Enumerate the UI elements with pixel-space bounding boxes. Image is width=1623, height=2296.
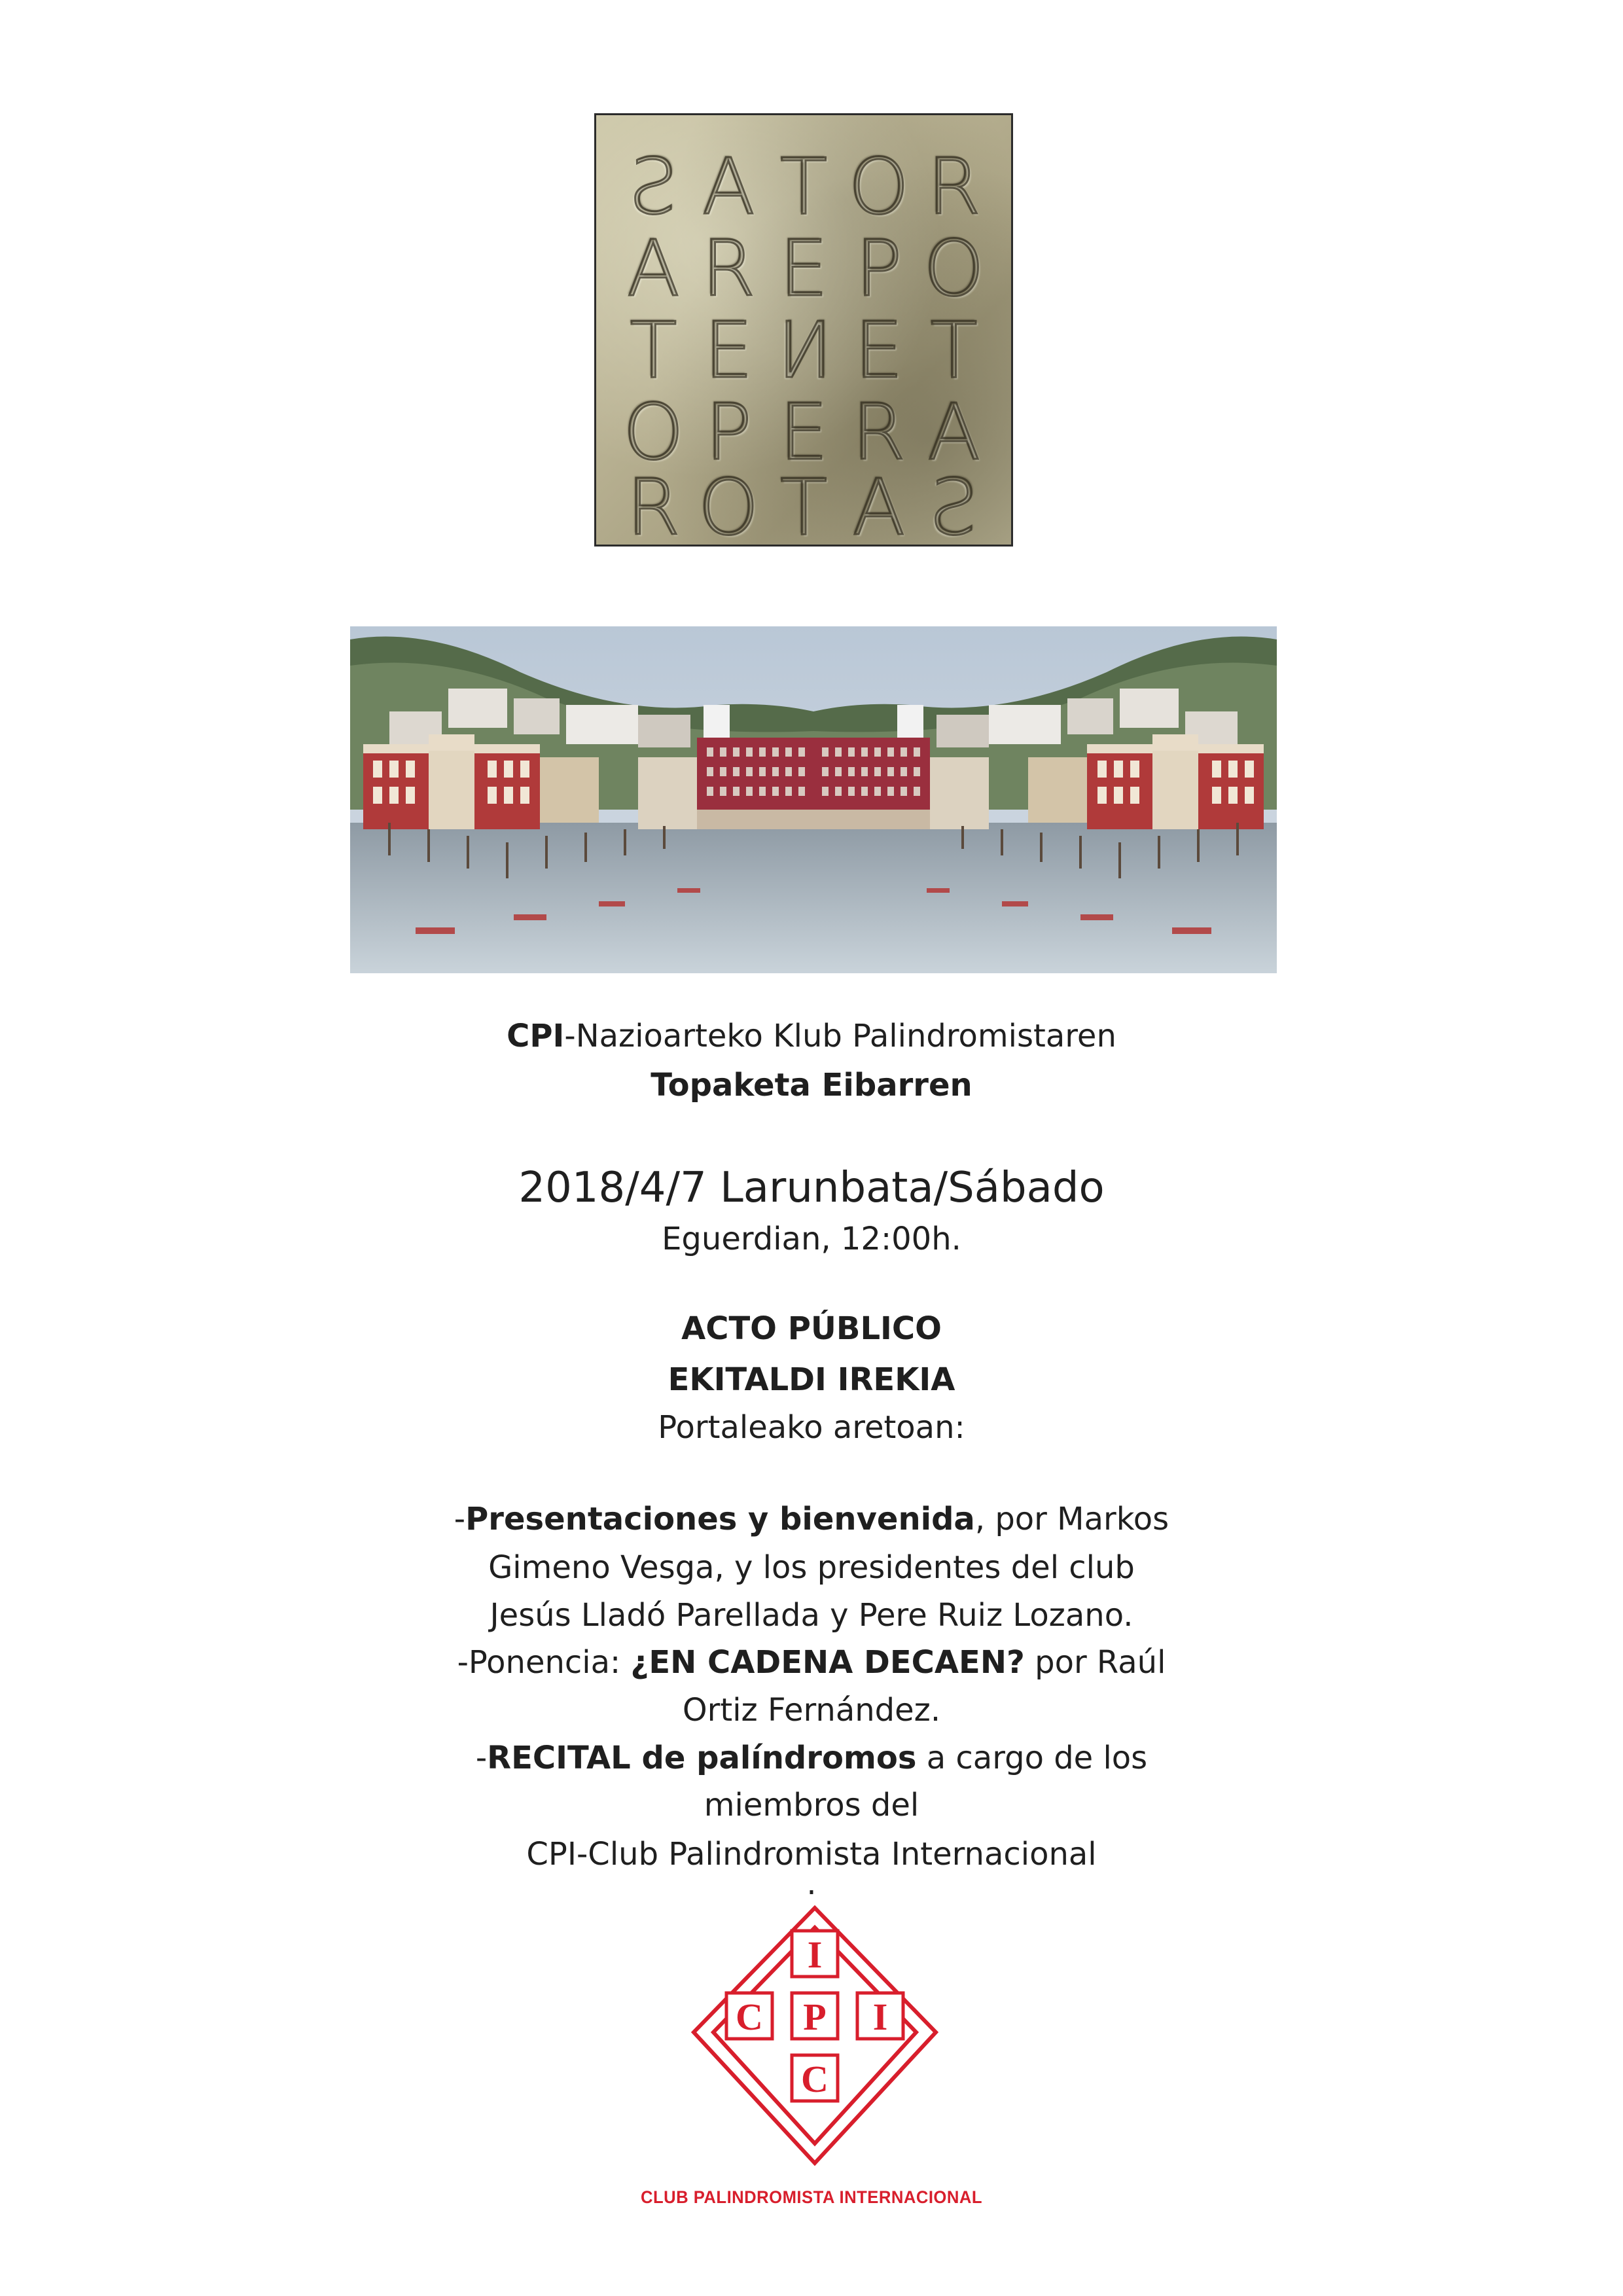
sator-letter: P <box>705 387 752 477</box>
program-line-3: Jesús Lladó Parellada y Pere Ruiz Lozano. <box>490 1597 1133 1634</box>
header-cpi: CPI <box>507 1018 565 1054</box>
program-line-5: Ortiz Fernández. <box>682 1692 941 1729</box>
sator-letter: R <box>626 462 681 547</box>
plaza-illustration <box>350 626 1277 973</box>
sator-square-image <box>594 113 1013 547</box>
dash: - <box>454 1501 466 1537</box>
sator-letter: T <box>630 305 677 395</box>
sator-letter: A <box>627 223 680 314</box>
header-line-2: Topaketa Eibarren <box>651 1067 972 1103</box>
program-6-rest: a cargo de los <box>916 1740 1148 1776</box>
sator-row-1 <box>596 141 1011 232</box>
sator-letter: R <box>927 141 981 232</box>
sator-letter: T <box>779 462 828 547</box>
logo-letter-right: I <box>872 1996 888 2038</box>
sator-letter: O <box>848 141 910 232</box>
sator-letter: S <box>929 462 979 547</box>
sator-letter: O <box>622 387 684 477</box>
sator-letter: R <box>702 223 756 314</box>
sator-letter: P <box>855 223 902 314</box>
act-title-es: ACTO PÚBLICO <box>681 1310 942 1347</box>
header-line-1-rest: -Nazioarteko Klub Palindromistaren <box>564 1018 1116 1054</box>
header-line-1 <box>0 1018 1623 1054</box>
logo-letter-center: P <box>803 1996 827 2038</box>
eibar-plaza-photo <box>350 626 1277 973</box>
program-line-2: Gimeno Vesga, y los presidentes del club <box>488 1549 1135 1586</box>
venue: Portaleako aretoan: <box>658 1409 965 1446</box>
program-line-8: CPI-Club Palindromista Internacional <box>526 1836 1097 1873</box>
sator-letter: A <box>702 141 755 232</box>
event-date: 2018/4/7 Larunbata/Sábado <box>518 1164 1105 1212</box>
program-line-6 <box>0 1740 1623 1776</box>
sator-letter: E <box>704 305 753 395</box>
program-line-9: . <box>806 1865 817 1902</box>
program-4-rest: por Raúl <box>1024 1644 1166 1681</box>
sator-letter: T <box>779 141 828 232</box>
program-line-4 <box>0 1644 1623 1681</box>
sator-letter: N <box>774 305 833 395</box>
logo-caption: CLUB PALINDROMISTA INTERNACIONAL <box>641 2187 982 2207</box>
dash: - <box>475 1740 488 1776</box>
sator-row-5 <box>596 462 1011 547</box>
act-title-eu: EKITALDI IREKIA <box>668 1361 955 1398</box>
event-time: Eguerdian, 12:00h. <box>662 1221 961 1257</box>
sator-letter: E <box>854 305 904 395</box>
program-6-bold: RECITAL de palíndromos <box>487 1740 917 1776</box>
program-1-bold: Presentaciones y bienvenida <box>465 1501 975 1537</box>
sator-letter: E <box>779 387 829 477</box>
sator-row-2 <box>596 223 1011 314</box>
program-line-1 <box>0 1501 1623 1537</box>
program-4-pre: -Ponencia: <box>457 1644 631 1681</box>
logo-letter-left: C <box>736 1996 763 2038</box>
sator-letter: O <box>923 223 985 314</box>
sator-letter: R <box>851 387 906 477</box>
cpi-logo <box>687 1901 942 2176</box>
program-4-bold: ¿EN CADENA DECAEN? <box>630 1644 1025 1681</box>
sator-letter: S <box>628 141 678 232</box>
sator-letter: O <box>698 462 759 547</box>
logo-letter-top: I <box>807 1933 823 1976</box>
logo-letter-bottom: C <box>801 2058 829 2100</box>
program-line-7: miembros del <box>704 1787 919 1823</box>
program-1-rest: , por Markos <box>974 1501 1169 1537</box>
sator-letter: T <box>930 305 978 395</box>
sator-row-3 <box>596 305 1011 395</box>
sator-letter: A <box>927 387 980 477</box>
sator-letter: A <box>852 462 906 547</box>
sator-letter: E <box>779 223 829 314</box>
